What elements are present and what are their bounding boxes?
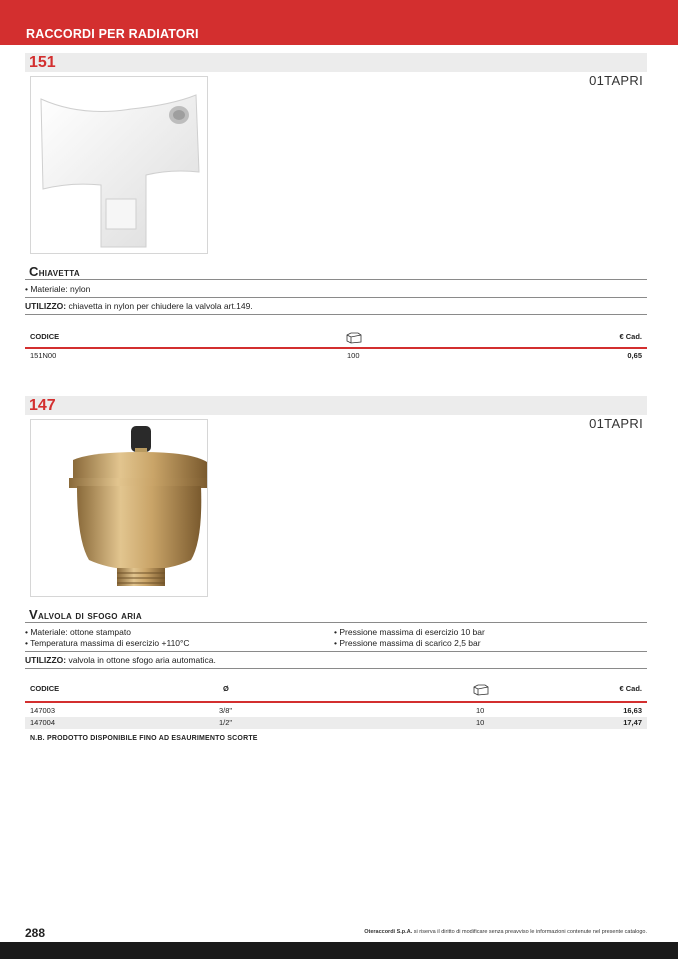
product-image [30, 419, 208, 597]
header-price: € Cad. [619, 684, 642, 693]
product-name: Valvola di sfogo aria [29, 607, 142, 622]
section-title: RACCORDI PER RADIATORI [26, 27, 199, 41]
product-code: 151 [29, 54, 56, 71]
feature-item: • Materiale: ottone stampato [25, 627, 131, 637]
product-name: Chiavetta [29, 264, 80, 279]
feature-list-right [334, 627, 485, 649]
cell-diameter: 3/8" [219, 706, 233, 715]
divider [25, 668, 647, 669]
cell-code: 147004 [30, 718, 56, 727]
table-header [25, 680, 647, 698]
feature-item: • Materiale: nylon [25, 284, 91, 294]
table-row [25, 705, 647, 717]
footer-bar [0, 942, 678, 959]
header-price: € Cad. [619, 332, 642, 341]
brand-code: 01TAPRI [589, 73, 643, 88]
feature-item: • Temperatura massima di esercizio +110°C [25, 638, 190, 648]
feature-list [25, 284, 90, 295]
cell-pack: 10 [476, 718, 485, 727]
cell-diameter: 1/2" [219, 718, 233, 727]
header-bar [0, 0, 678, 45]
feature-item: • Pressione massima di esercizio 10 bar [334, 627, 485, 637]
cell-code: 147003 [30, 706, 56, 715]
cell-price: 16,63 [623, 706, 642, 715]
page-number: 288 [25, 926, 46, 940]
product-code: 147 [29, 397, 56, 414]
product-image [30, 76, 208, 254]
product-151 [25, 53, 647, 360]
divider [25, 622, 647, 623]
header-code: CODICE [30, 684, 60, 693]
cell-pack: 100 [347, 351, 360, 360]
feature-list-left [25, 627, 190, 649]
product-147 [25, 396, 647, 742]
table-header [25, 328, 647, 346]
package-icon [473, 684, 489, 696]
usage-text: UTILIZZO: chiavetta in nylon per chiudere la valvola art.149. [25, 301, 253, 311]
footer-disclaimer: Oteraccordi S.p.A. si riserva il diritto di modificare senza preavviso le informazioni contenute nel presente catalogo. [364, 929, 647, 935]
table-row [25, 717, 647, 729]
product-code-bar [25, 53, 647, 72]
divider [25, 279, 647, 280]
header-code: CODICE [30, 332, 60, 341]
usage-text: UTILIZZO: valvola in ottone sfogo aria automatica. [25, 655, 216, 665]
plastic-valve-key-icon [31, 77, 208, 254]
package-icon [346, 332, 362, 344]
table-row [25, 350, 647, 362]
table-header-rule [25, 347, 647, 349]
cell-pack: 10 [476, 706, 485, 715]
availability-note: N.B. PRODOTTO DISPONIBILE FINO AD ESAURIMENTO SCORTE [30, 735, 258, 742]
header-diameter: Ø [223, 684, 229, 693]
cell-price: 0,65 [627, 351, 642, 360]
table-header-rule [25, 701, 647, 703]
divider [25, 297, 647, 298]
feature-item: • Pressione massima di scarico 2,5 bar [334, 638, 481, 648]
cell-code: 151N00 [30, 351, 57, 360]
brass-air-vent-valve-icon [31, 420, 208, 597]
divider [25, 314, 647, 315]
cell-price: 17,47 [623, 718, 642, 727]
divider [25, 651, 647, 652]
product-code-bar [25, 396, 647, 415]
brand-code: 01TAPRI [589, 416, 643, 431]
